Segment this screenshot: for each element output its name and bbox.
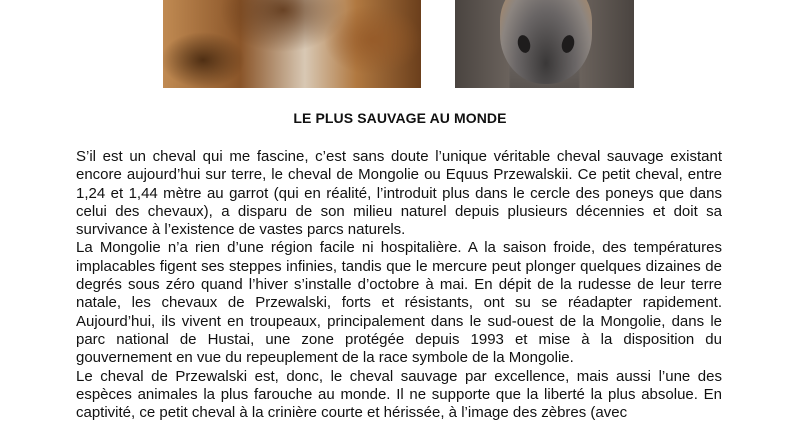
horse-muzzle (500, 0, 592, 84)
article-title: LE PLUS SAUVAGE AU MONDE (293, 110, 507, 126)
running-horses-photo (163, 0, 421, 88)
paragraph-1: S’il est un cheval qui me fascine, c’est sans doute l’unique véritable cheval sauvage existant encore aujourd’hui sur terre, le cheval de Mongolie ou Equus Przewalskii. Ce petit cheval, entre 1,24 et 1,44 mètre au garrot (qui en réalité, l’introduit plus dans le cercle des poneys que dans celui des chevaux), a disparu de son milieu naturel depuis plusieurs décennies et doit sa survivance à l’existence de vastes parcs naturels. (76, 148, 722, 239)
paragraph-3: Le cheval de Przewalski est, donc, le cheval sauvage par excellence, mais aussi l’une des espèces animales la plus farouche au monde. Il ne supporte que la liberté la plus absolue. En captivité, ce petit cheval à la crinière courte et hérissée, à l’image des zèbres (avec (76, 367, 722, 422)
paragraph-2: La Mongolie n’a rien d’une région facile ni hospitalière. A la saison froide, des températures implacables figent ses steppes infinies, tandis que le mercure peut plonger quelques dizaines de degrés sous zéro quand l’hiver s’installe d’octobre à mai. En dépit de la rudesse de leur terre natale, les chevaux de Przewalski, forts et résistants, ont su se réadapter rapidement. Aujourd’hui, ils vivent en troupeaux, principalement dans le sud-ouest de la Mongolie, dans le parc national de Hustai, une zone protégée depuis 1993 et mise à la disposition du gouvernement en vue du repeuplement de la race symbole de la Mongolie. (76, 239, 722, 367)
horse-head-photo (455, 0, 634, 88)
right-nostril (560, 34, 576, 54)
article-body (76, 148, 722, 422)
left-nostril (516, 34, 532, 54)
